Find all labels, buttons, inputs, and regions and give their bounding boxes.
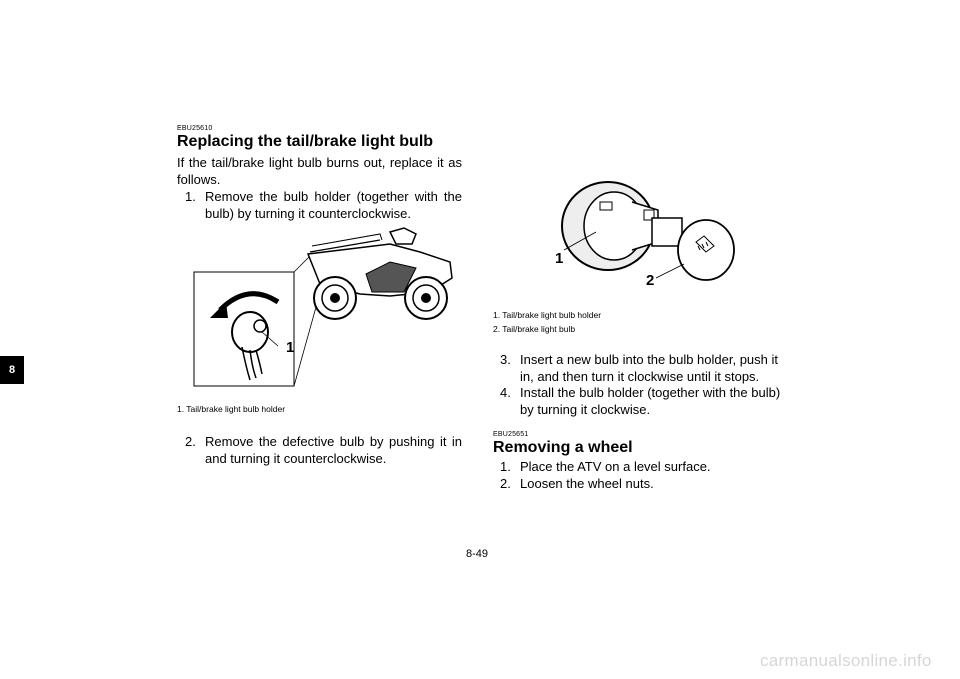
- figure-caption: 1. Tail/brake light bulb holder: [493, 310, 602, 320]
- figure-caption: 2. Tail/brake light bulb: [493, 324, 576, 334]
- page-number: 8-49: [466, 548, 489, 560]
- callout-number: 2: [646, 272, 655, 289]
- chapter-tab: 8: [0, 356, 24, 384]
- step-number: 1.: [500, 459, 511, 474]
- step-number: 2.: [185, 434, 196, 449]
- callout-number: 1: [286, 339, 295, 356]
- step-item: [500, 384, 782, 418]
- step-text: Remove the defective bulb by pushing it in and turning it counterclockwise.: [205, 434, 462, 466]
- step-text: Loosen the wheel nuts.: [520, 476, 654, 491]
- step-text: Install the bulb holder (together with the bulb) by turning it clockwise.: [520, 385, 781, 417]
- callout-line: [656, 264, 684, 278]
- step-item: [500, 351, 782, 385]
- atv-figure: [190, 222, 465, 390]
- figure-caption: 1. Tail/brake light bulb holder: [177, 404, 286, 414]
- step-text: Remove the bulb holder (together with the bulb) by turning it counterclockwise.: [205, 189, 462, 221]
- section-heading: Removing a wheel: [493, 439, 633, 456]
- tail-light-bulb-holder-icon: [562, 182, 658, 270]
- intro-text: If the tail/brake light bulb burns out, replace it as follows.: [177, 155, 462, 187]
- section-code: EBU25651: [493, 431, 529, 438]
- step-number: 3.: [500, 352, 511, 367]
- tail-light-bulb-icon: [652, 218, 734, 280]
- step-item: [500, 458, 782, 475]
- step-text: Insert a new bulb into the bulb holder, push it in, and then turn it clockwise until it stops.: [520, 352, 779, 384]
- step-number: 2.: [500, 476, 511, 491]
- section-code: EBU25610: [177, 125, 213, 132]
- step-number: 4.: [500, 385, 511, 400]
- section-heading: Replacing the tail/brake light bulb: [177, 133, 434, 150]
- callout-number: 1: [555, 250, 564, 267]
- step-item: [500, 475, 782, 492]
- atv-icon: [308, 228, 452, 319]
- watermark: carmanualsonline.info: [760, 651, 932, 670]
- step-item: [185, 433, 462, 467]
- step-item: [185, 188, 462, 222]
- step-number: 1.: [185, 189, 196, 204]
- step-text: Place the ATV on a level surface.: [520, 459, 711, 474]
